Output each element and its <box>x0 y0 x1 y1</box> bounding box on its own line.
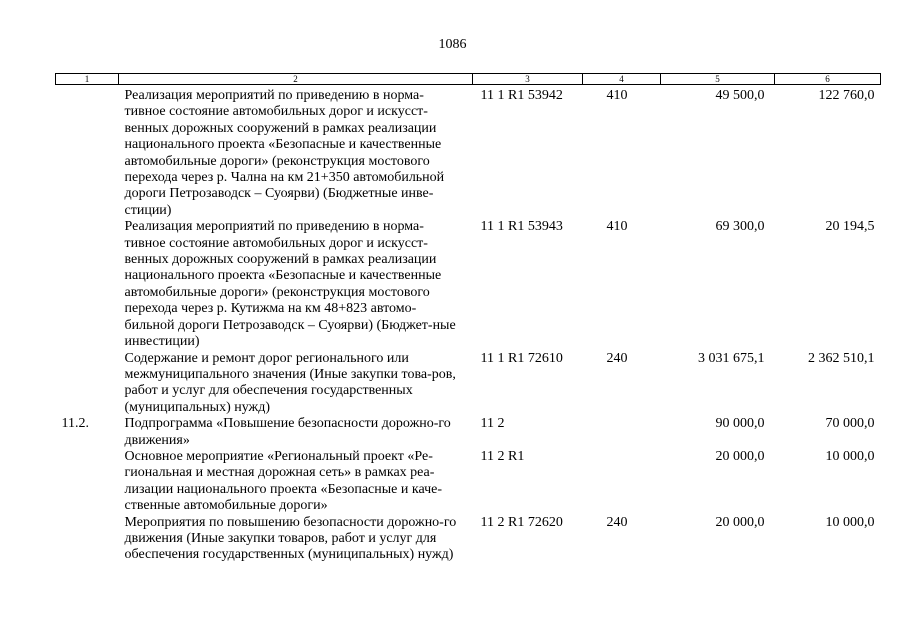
row-amount-col5: 90 000,0 <box>715 416 765 432</box>
row-amount-col6: 122 760,0 <box>818 88 875 103</box>
budget-table <box>55 73 881 564</box>
row-amount-col6: 10 000,0 <box>825 448 875 464</box>
row-number <box>56 449 119 515</box>
column-number-5: 5 <box>661 74 775 85</box>
row-target-code: 11 1 R1 53943 <box>480 219 563 235</box>
row-expense-type: 410 <box>606 219 628 235</box>
row-name: Реализация мероприятий по приведению в норма-тивное состояние автомобильных дорог и искусст-венных дорожных сооружений в рамках реализации национального проекта «Безопасные и качественные автомобильные дороги» (реконструкция мостового перехода через р. Чална на км 21+350 автомобильной дороги Петрозаводск – Суоярви) (Бюджетные инве-стиции) <box>124 88 445 218</box>
row-number <box>56 85 119 220</box>
page-number: 1086 <box>438 37 467 52</box>
table-row <box>56 449 881 515</box>
row-number <box>56 219 119 350</box>
table-row <box>56 515 881 564</box>
row-amount-col6: 2 362 510,1 <box>808 350 875 366</box>
row-target-code: 11 1 R1 53942 <box>480 88 563 103</box>
row-target-code: 11 2 <box>480 416 505 432</box>
row-expense-type: 240 <box>606 350 628 366</box>
table-row <box>56 219 881 350</box>
column-number-4: 4 <box>583 74 661 85</box>
column-number-2: 2 <box>119 74 473 85</box>
row-name: Содержание и ремонт дорог регионального или межмуниципального значения (Иные закупки това-ров, работ и услуг для обеспечения государственных (муниципальных) нужд) <box>124 350 456 415</box>
row-amount-col5: 20 000,0 <box>715 448 765 464</box>
column-number-6: 6 <box>775 74 881 85</box>
row-name: Реализация мероприятий по приведению в норма-тивное состояние автомобильных дорог и искусст-венных дорожных сооружений в рамках реализации национального проекта «Безопасные и качественные автомобильные дороги» (реконструкция мостового перехода через р. Кутижма на км 48+823 автомо-бильной дороги Петрозаводск – Суоярви) (Бюджет-ные инвестиции) <box>124 219 456 350</box>
header-row <box>56 74 881 85</box>
row-amount-col6: 70 000,0 <box>825 416 875 432</box>
row-name: Мероприятия по повышению безопасности дорожно-го движения (Иные закупки товаров, работ и услуг для обеспечения государственных (муниципальных) нужд) <box>124 514 457 563</box>
row-amount-col5: 3 031 675,1 <box>698 350 765 366</box>
row-expense-type <box>583 449 661 515</box>
row-number: 11.2. <box>61 416 89 432</box>
row-expense-type: 410 <box>606 88 628 103</box>
row-name: Основное мероприятие «Региональный проект «Ре-гиональная и местная дорожная сеть» в рамках реа-лизации национального проекта «Безопасные и каче-ственные автомобильные дороги» <box>124 448 443 514</box>
table-row <box>56 351 881 417</box>
row-amount-col6: 10 000,0 <box>825 514 875 530</box>
row-amount-col5: 20 000,0 <box>715 514 765 530</box>
column-number-1: 1 <box>56 74 119 85</box>
table-row <box>56 85 881 220</box>
row-name: Подпрограмма «Повышение безопасности дорожно-го движения» <box>124 416 451 448</box>
column-number-3: 3 <box>473 74 583 85</box>
row-target-code: 11 2 R1 72620 <box>480 514 563 530</box>
row-amount-col5: 69 300,0 <box>715 219 765 235</box>
table-header <box>56 74 881 85</box>
row-target-code: 11 1 R1 72610 <box>480 350 563 366</box>
row-target-code: 11 2 R1 <box>480 448 525 464</box>
row-amount-col6: 20 194,5 <box>825 219 875 235</box>
row-number <box>56 351 119 417</box>
row-expense-type: 240 <box>606 514 628 530</box>
row-amount-col5: 49 500,0 <box>715 88 765 103</box>
row-expense-type <box>583 416 661 449</box>
table-body <box>56 85 881 564</box>
row-number <box>56 515 119 564</box>
table-row <box>56 416 881 449</box>
